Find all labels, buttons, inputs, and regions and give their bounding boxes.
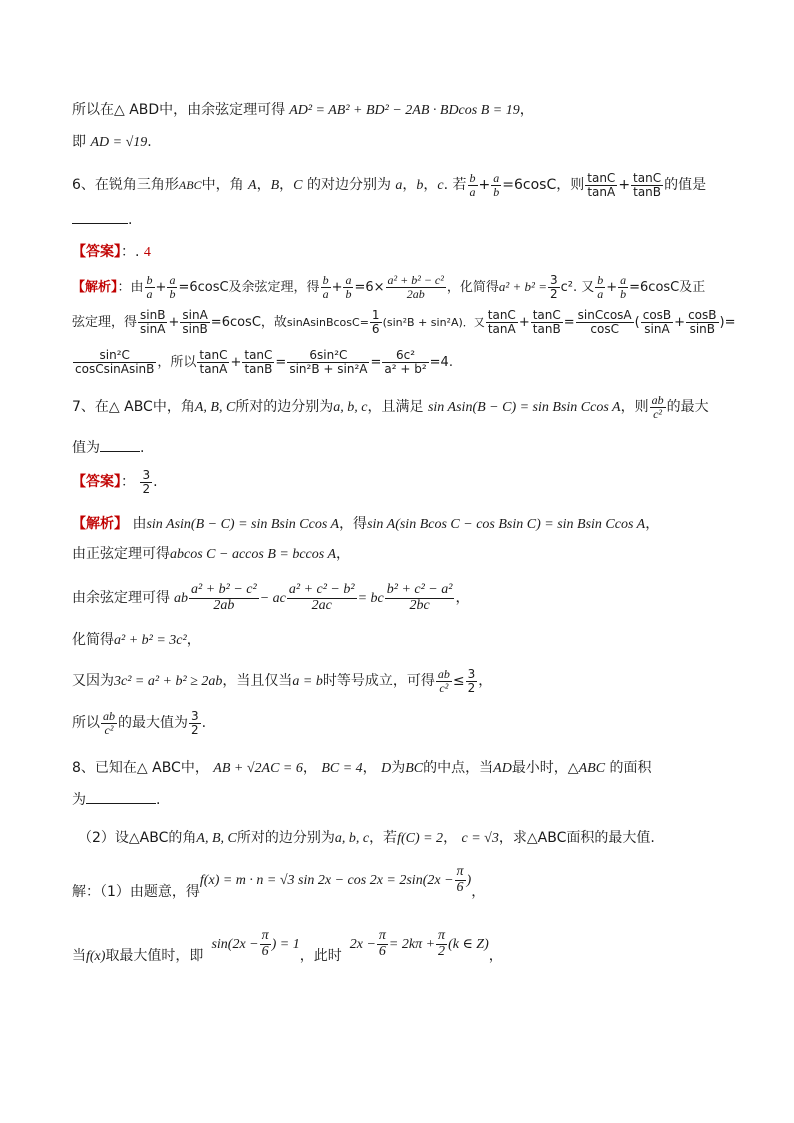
text: . [128,212,133,228]
answer-blank [72,223,128,224]
text: 7、在△ ABC中，角 [72,399,195,415]
text: 即 [72,134,86,150]
answer-value: $\frac{3}{2}$ [142,467,151,496]
math: A, B, C [194,400,236,415]
text: =6cosC，故 [210,315,287,330]
text: =4. [429,355,453,370]
math-formula: AB + √2AC = 6 [213,761,303,776]
solution-part-1-line-2: 当f(x)取最大值时，即sin(2x − $\frac{\pi}{6}$ ) = 1，此时2x − $\frac{\pi}{6}$ = 2kπ + $\frac{\pi}{2}$ (k ∈ Z)， [72,927,503,964]
solution-7-line-1: 【解析】 由sin Asin(B − C) = sin Bsin Ccos A，得sin A(sin Bcos C − cos Bsin C) = sin Bsin Ccos A， [72,516,660,532]
math-formula: f(C) = 2 [397,831,444,846]
math: sinAsinBcosC= [286,316,369,329]
text: 值为 [72,440,100,456]
text: 的最大 [666,399,709,415]
math: c [437,178,444,193]
answer-label: 【答案】 [72,474,121,490]
text: ：由 [117,280,144,295]
solution-7-line-6: 所以 $\frac{ab}{\text{c²}}$ 的最大值为 $\frac{3}{2}$ . [72,708,207,737]
text: ，化简得 [446,280,499,295]
answer-label: 【答案】 [72,244,121,260]
question-8: 8、已知在△ ABC中， AB + √2AC = 6， BC = 4， D为BC的中点，当AD最小时，△ABC 的面积 [72,760,652,776]
math-formula: abcos C − accos B = bccos A [170,547,336,562]
text-line [72,132,152,153]
text: 弦定理，得 [72,315,138,330]
solution-6-line-3: $\frac{\text{sin²C}}{\text{cosCsinAsinB}}$ ，所以 $\frac{\tan C}{\tan A}$ + $\frac{\tan C}{\tan B}$ = $\frac{\text{6sin²C}}{\text{sin²B + sin²A}}$ = $\frac{\text{6c²}}{\text{a² + b²}}$ =4. [75,348,453,376]
math-formula: sin Asin(B − C) = sin Bsin Ccos A [427,400,621,415]
fraction: $\frac{\tan C}{\tan B}$ [633,170,662,199]
math: A [248,178,257,193]
text: 所以在△ ABD中，由余弦定理可得 [72,102,286,118]
text: 中，角 [201,177,244,193]
text-line [72,100,534,121]
text: =6cosC及正 [629,280,706,295]
text: ，且满足 [367,399,424,415]
part-2-question: （2）设△ABC的角A, B, C所对的边分别为a, b, c，若f(C) = 2， c = √3，求△ABC面积的最大值. [78,830,655,846]
question-7: 7、在△ ABC中，角A, B, C所对的边分别为a, b, c，且满足 sin Asin(B − C) = sin Bsin Ccos A，则 $\frac{ab}{\text{c²}}$ 的最大 [72,392,709,421]
answer-value: 4 [143,245,151,260]
fraction: $\frac{b}{a}$ [469,170,476,199]
question-7-line-2: 值为 . [72,440,145,456]
math-formula: 3c² = a² + b² ≥ 2ab [114,674,223,689]
math-formula: sin A(sin Bcos C − cos Bsin C) = sin Bsin Ccos A [367,517,646,532]
text: . [147,134,152,150]
text: ：. [121,244,140,260]
answer-7: 【答案】： $\frac{3}{2}$ . [72,467,158,496]
math-formula: f(x) = m · n = √3 sin 2x − cos 2x = 2sin(2x − [199,873,454,888]
math-formula: BC = 4 [321,761,363,776]
text: ，则 [556,177,585,193]
text: 6、在锐角三角形 [72,177,179,193]
text: 的值是 [664,177,707,193]
math: b [416,178,424,193]
math-formula: sin Asin(B − C) = sin Bsin Ccos A [146,517,340,532]
math: C [293,178,303,193]
math: a, b, c [333,400,368,415]
solution-label: 【解析】 [72,516,128,532]
answer-blank [100,451,140,452]
question-8-line-2: 为 . [72,792,161,808]
math: B [270,178,280,193]
text: (sin²B + sin²A)．又 [382,316,485,329]
fraction: $\frac{\tan C}{\tan A}$ [587,170,616,199]
answer-6 [72,242,151,263]
answer-blank [86,803,156,804]
answer-blank-line [72,210,132,230]
math: ABC [178,178,202,192]
text: ，则 [620,399,649,415]
text: =6cosC及余弦定理，得 [178,280,320,295]
text: c². 又 [560,280,595,295]
math-formula: a² + b² = 3c² [114,633,187,648]
text: ， [519,102,534,118]
solution-7-line-5: 又因为3c² = a² + b² ≥ 2ab，当且仅当a = b时等号成立，可得 $\frac{ab}{\text{c²}}$ ≤ $\frac{3}{2}$ ， [72,666,493,695]
solution-label: 【解析】 [72,280,118,295]
math-formula: AD² = AB² + BD² − 2AB · BDcos B = 19 [289,103,520,118]
solution-part-1: 解：（1）由题意，得f(x) = m · n = √3 sin 2x − cos 2x = 2sin(2x − $\frac{\pi}{6}$ )， [72,863,486,900]
text: 的对边分别为 [306,177,391,193]
solution-6-line-2: 弦定理，得 $\frac{\sin B}{\sin A}$ + $\frac{\sin A}{\sin B}$ =6cosC，故sinAsinBcosC= $\frac{1}{6}$ (sin²B + sin²A)．又 $\frac{\tan C}{\tan A}$ + $\frac{\tan C}{\tan B}$ = $\frac{\text{sinCcosA}}{\cos C}$ ( $\frac{\cos B}{\sin A}$ + $\frac{\cos B}{\sin B}$ )= [72,308,736,336]
solution-7-line-2: 由正弦定理可得abcos C − accos B = bccos A， [72,546,350,562]
question-6: 6、在锐角三角形ABC中，角 A，B，C 的对边分别为 a，b，c. 若 $\frac{b}{a}$ + $\frac{a}{b}$ =6cosC，则 $\frac{\tan C}{\tan A}$ + $\frac{\tan C}{\tan B}$ 的值是 [72,170,707,199]
math-formula: c = √3 [461,831,499,846]
solution-7-line-4: 化简得a² + b² = 3c²， [72,632,201,648]
math: a [395,178,403,193]
math-formula: AD = √19 [90,135,148,150]
text: 所对的边分别为 [235,399,334,415]
text: =6× [354,280,385,295]
text: . 若 [443,177,467,193]
math: =6cosC [502,177,557,193]
text: ，所以 [157,355,197,370]
math: a² + b² = [498,279,547,294]
fraction: $\frac{a}{b}$ [493,170,500,199]
solution-6-line-1: 【解析】：由 $\frac{b}{a}$ + $\frac{a}{b}$ =6cosC及余弦定理，得 $\frac{b}{a}$ + $\frac{a}{b}$ =6× $\frac{\text{a² + b² − c²}}{2ab}$ ，化简得a² + b² = $\frac{3}{2}$ c². 又 $\frac{b}{a}$ + $\frac{a}{b}$ =6cosC及正 [72,273,706,301]
solution-7-line-3: 由余弦定理可得 ab $\frac{\text{a² + b² − c²}}{2ab}$ − ac $\frac{\text{a² + c² − b²}}{2ac}$ = bc $\frac{\text{b² + c² − a²}}{2bc}$ ， [72,581,470,613]
